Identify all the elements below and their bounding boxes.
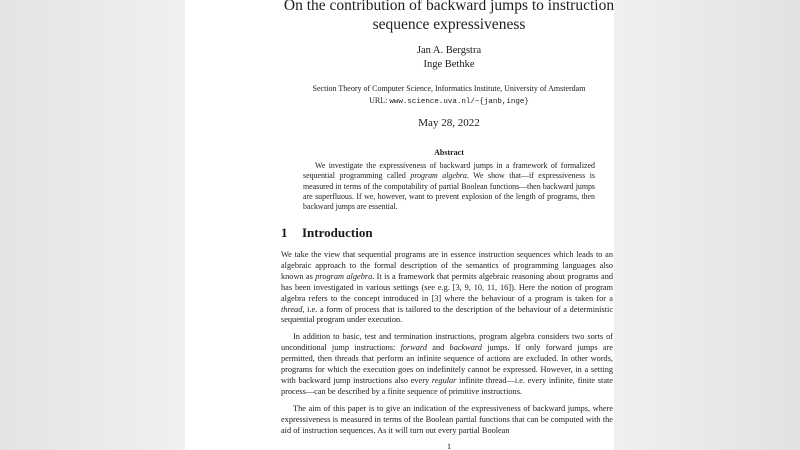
affiliation: Section Theory of Computer Science, Informatics Institute, University of Amsterdam	[312, 84, 586, 93]
abstract-heading: Abstract	[434, 148, 464, 157]
url-line	[281, 96, 614, 106]
paper-title	[281, 0, 614, 34]
title-line-1: On the contribution of backward jumps to instruction	[283, 0, 614, 14]
paper-date: May 28, 2022	[418, 117, 480, 129]
url-label: URL:	[369, 96, 388, 105]
author-1: Jan A. Bergstra	[416, 45, 482, 56]
title-line-2: sequence expressiveness	[372, 16, 526, 33]
page-number: 1	[446, 441, 452, 450]
section-body	[281, 250, 613, 443]
paragraph-2: In addition to basic, test and termination instructions, program algebra considers two sorts of unconditional jump instructions: forward and backward jumps. If only forward jumps are permitted, then threads that perform an infinite sequence of actions are excluded. In other words, programs for which the execution goes on indefinitely cannot be expressed. However, in a setting with backward jump instructions also every regular infinite thread—i.e. every infinite, finite state process—can be described by a finite sequence of primitive instructions.	[281, 332, 613, 396]
paper-page	[185, 0, 614, 450]
url-link[interactable]: www.science.uva.nl/~{janb,inge}	[389, 98, 529, 106]
section-title: Introduction	[302, 225, 373, 240]
section-heading	[281, 225, 373, 241]
paragraph-3: The aim of this paper is to give an indication of the expressiveness of backward jumps, where expressiveness is measured in terms of the Boolean partial functions that can be computed with the aid of instruction sequences. As it will turn out every partial Boolean	[281, 403, 613, 435]
abstract-text: We investigate the expressiveness of backward jumps in a framework of formalized sequential programming called program algebra. We show that—if expressiveness is measured in terms of the computability of partial Boolean functions—then backward jumps are superfluous. If we, however, want to prevent explosion of the length of programs, then backward jumps are essential.	[303, 161, 595, 212]
viewer-background-right	[614, 0, 800, 450]
viewer-background-left	[0, 0, 185, 450]
paragraph-1: We take the view that sequential programs are in essence instruction sequences which leads to an algebraic approach to the formal description of the semantics of programming languages also known as program algebra. It is a framework that permits algebraic reasoning about programs and has been investigated in various settings (see e.g. [3, 9, 10, 11, 16]). Here the notion of program algebra refers to the concept introduced in [3] where the behaviour of a program is taken for a thread, i.e. a form of process that is tailored to the description of the behaviour of a deterministic sequential program under execution.	[281, 250, 613, 325]
section-number: 1	[281, 225, 288, 240]
author-2: Inge Bethke	[423, 59, 475, 70]
